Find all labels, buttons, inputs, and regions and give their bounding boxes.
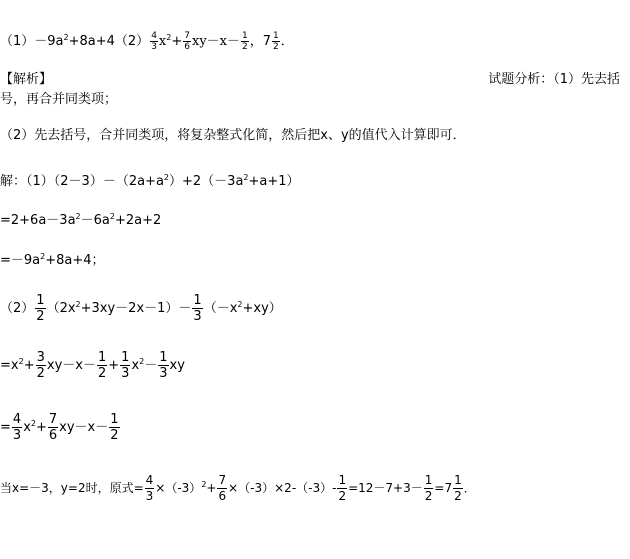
- exponent: 2: [166, 33, 172, 42]
- fraction: $\frac{4}{3}$: [145, 473, 154, 503]
- answer-part: +: [171, 34, 183, 49]
- answer-part: +8a+4（2）: [68, 34, 150, 49]
- answer-part: xy－x－: [192, 34, 241, 49]
- answer-part: （1）－9a: [0, 34, 64, 49]
- fraction: $\frac{1}{2}$: [424, 473, 433, 503]
- answer-part: x: [158, 34, 167, 49]
- fraction: $\frac{1}{2}$: [273, 31, 279, 52]
- solution-line-1: 解：$(1)(2-3)-(2a+a^2)+2(-3a^2+a+1)$: [0, 173, 300, 189]
- answer-part: ，7: [249, 34, 272, 49]
- solution-line-2: $=2+6a-3a^2-6a^2+2a+2$: [0, 212, 162, 228]
- solution-line-3: $=-9a^2+8a+4$；: [0, 252, 105, 268]
- fraction: $\frac{7}{6}$: [184, 31, 190, 52]
- fraction: $\frac{1}{3}$: [193, 293, 202, 324]
- solution-line-5: $=x^2+$ $\frac{3}{2}$ xy－x－ $\frac{1}{2}$ + $\frac{1}{3}$ $x^2-$ $\frac{1}{3}$ xy: [0, 350, 185, 381]
- solution-line-7: 当x=－3，y=2时，原式= $\frac{4}{3}$ $\times(-3)^2+$ $\frac{7}{6}$ ×（-3）×2-（-3）- $\frac{1}{2}$ =12－7+3－ $\frac{1}{2}$ =7 $\frac{1}{2}$ ．: [0, 473, 476, 503]
- fraction: $\frac{1}{3}$: [121, 350, 130, 381]
- analysis-continuation: 号，再合并同类项；: [0, 92, 118, 107]
- analysis-step-2: （2）先去括号，合并同类项，将复杂整式化简，然后把x、y的值代入计算即可．: [0, 128, 466, 143]
- fraction: $\frac{7}{6}$: [218, 473, 227, 503]
- answer-line: [0, 30, 294, 52]
- exponent: 2: [63, 33, 69, 42]
- fraction: $\frac{4}{3}$: [12, 412, 22, 443]
- fraction: $\frac{1}{2}$: [338, 473, 347, 503]
- fraction: $\frac{1}{3}$: [159, 350, 168, 381]
- fraction: $\frac{3}{2}$: [36, 350, 45, 381]
- fraction: $\frac{4}{3}$: [151, 31, 157, 52]
- fraction: $\frac{1}{2}$: [242, 31, 248, 52]
- solution-line-4: （2） $\frac{1}{2}$ $(2x^2+3xy-2x-1)-$ $\frac{1}{3}$ $(-x^2+xy)$: [0, 293, 282, 324]
- fraction: $\frac{1}{2}$: [110, 412, 119, 443]
- analysis-title: 【解析】: [0, 72, 53, 87]
- solution-line-6: = $\frac{4}{3}$ $x^2+$ $\frac{7}{6}$ xy－x－ $\frac{1}{2}$: [0, 412, 119, 443]
- fraction: $\frac{1}{2}$: [454, 473, 462, 503]
- fraction: $\frac{1}{2}$: [97, 350, 107, 381]
- fraction: $\frac{7}{6}$: [48, 412, 58, 443]
- answer-part: ．: [280, 34, 294, 49]
- fraction: $\frac{1}{2}$: [36, 293, 45, 324]
- analysis-intro: 试题分析：（1）先去括: [488, 72, 620, 87]
